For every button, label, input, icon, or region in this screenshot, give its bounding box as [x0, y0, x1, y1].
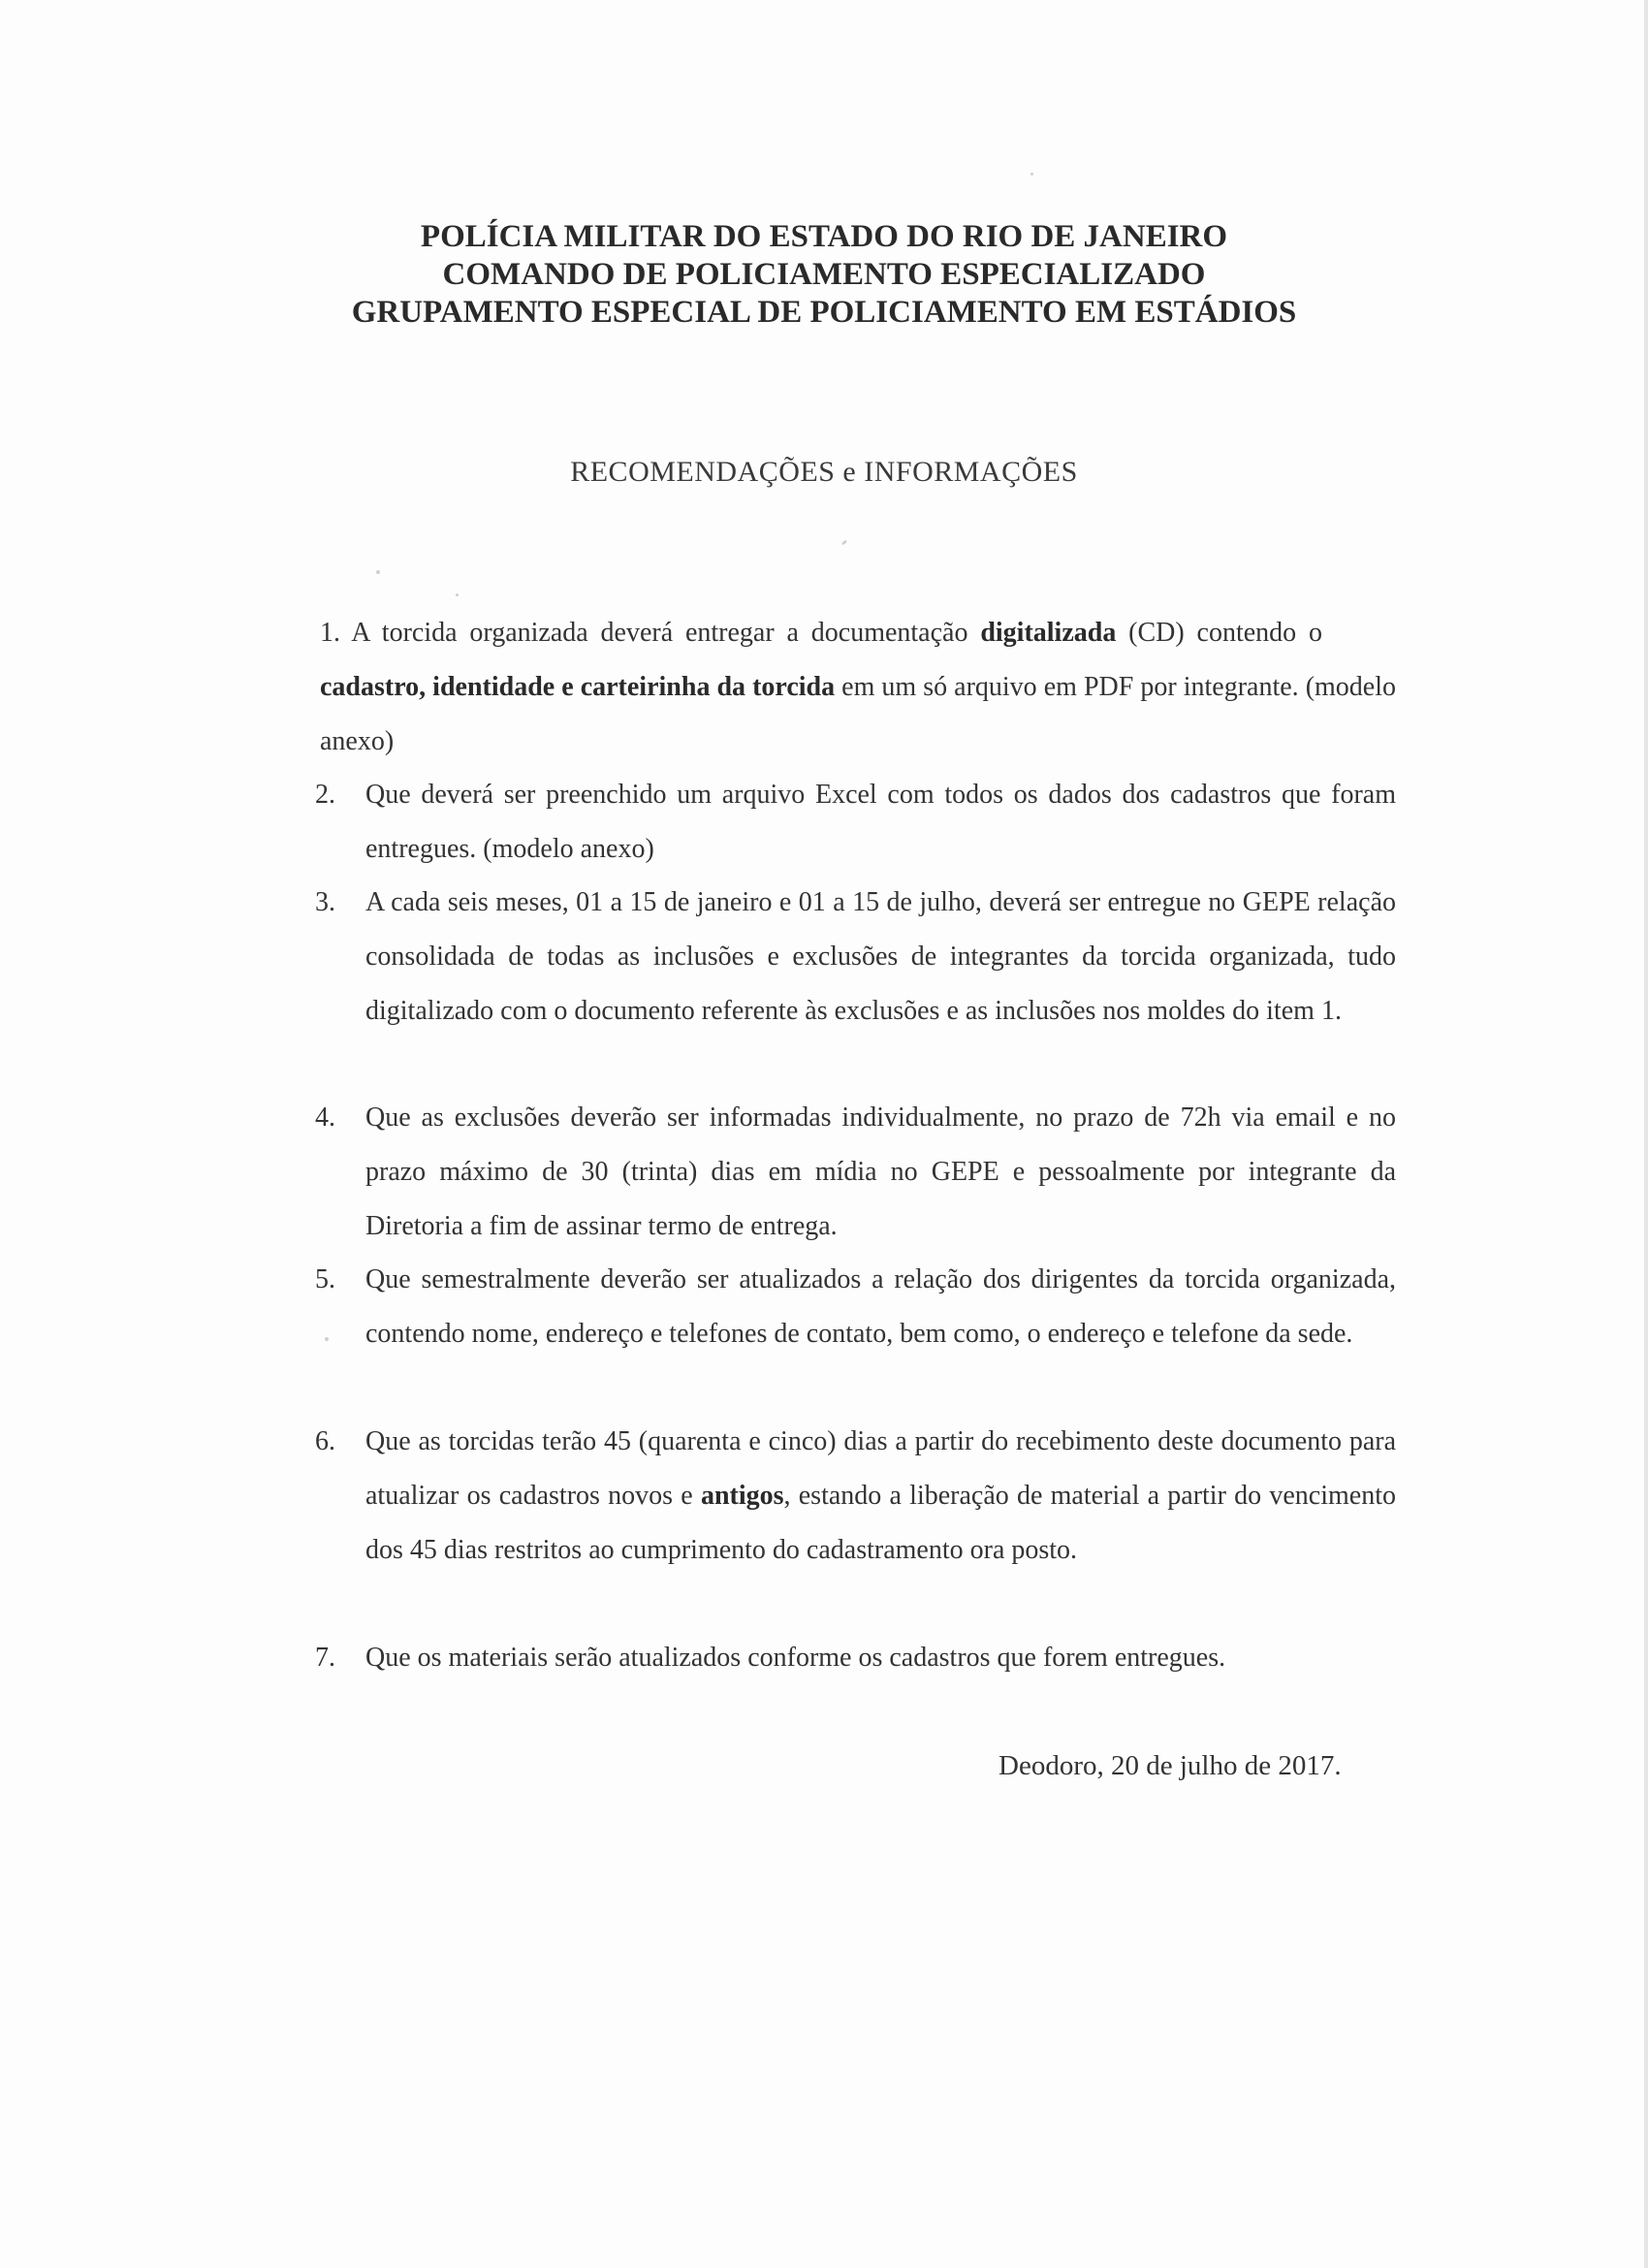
item-number: 5.: [315, 1264, 335, 1294]
item-number: 7.: [315, 1643, 335, 1673]
item-text: (CD) contendo o: [1128, 618, 1323, 648]
item-number: 4.: [315, 1102, 335, 1133]
item-text: [365, 1415, 1396, 1578]
item-bold-text: antigos: [700, 1481, 784, 1511]
item-text: em um só arquivo em PDF por integrante. (modelo anexo): [320, 672, 1396, 756]
list-item-3: [315, 876, 1396, 1038]
document-subtitle: RECOMENDAÇÕES e INFORMAÇÕES: [570, 456, 1078, 488]
item-text: A torcida organizada deverá entregar a documentação: [351, 618, 968, 648]
list-item-5: [315, 1253, 1396, 1361]
item-text: Que semestralmente deverão ser atualizados a relação dos dirigentes da torcida organizada, contendo nome, endereço e telefones de contato, bem como, o endereço e telefone da sede.: [365, 1264, 1396, 1349]
item-bold-text: cadastro, identidade e carteirinha da torcida: [320, 672, 836, 702]
item-text: Que deverá ser preenchido um arquivo Excel com todos os dados dos cadastros que foram entregues. (modelo anexo): [365, 780, 1396, 864]
item-text: Que as exclusões deverão ser informadas individualmente, no prazo de 72h via email e no prazo máximo de 30 (trinta) dias em mídia no GEPE e pessoalmente por integrante da Diretoria a fim de assinar termo de entrega.: [365, 1102, 1396, 1241]
signoff-date: Deodoro, 20 de julho de 2017.: [998, 1750, 1342, 1781]
list-item-4: [315, 1091, 1396, 1254]
item-number: 2.: [315, 780, 335, 810]
item-text: Que os materiais serão atualizados conforme os cadastros que forem entregues.: [365, 1643, 1226, 1673]
list-item-2: [315, 768, 1396, 877]
scan-speck: [456, 593, 459, 596]
scan-speck: [325, 1337, 329, 1341]
header-line-1: POLÍCIA MILITAR DO ESTADO DO RIO DE JANEIRO: [420, 219, 1228, 254]
item-number: 3.: [315, 887, 335, 917]
header-line-3: GRUPAMENTO ESPECIAL DE POLICIAMENTO EM ESTÁDIOS: [351, 295, 1297, 330]
scan-speck: [376, 570, 380, 574]
scan-speck: [1030, 173, 1033, 176]
item-text-part: , estando a liberação de material a partir do vencimento dos 45 dias restritos ao cumprimento do cadastramento ora posto.: [365, 1481, 1396, 1565]
document-header: [0, 218, 1648, 332]
list-item-7: [315, 1631, 1396, 1685]
item-text-part: Que as torcidas terão 45 (quarenta e cinco) dias a partir do recebimento deste documento para atualizar os cadastros novos e: [365, 1426, 1396, 1511]
item-text: A cada seis meses, 01 a 15 de janeiro e 01 a 15 de julho, deverá ser entregue no GEPE relação consolidada de todas as inclusões e exclusões de integrantes da torcida organizada, tudo digitalizado com o documento referente às exclusões e as inclusões nos moldes do item 1.: [365, 887, 1396, 1026]
item-number: 6.: [315, 1426, 335, 1456]
item-bold-text: digitalizada: [980, 618, 1117, 648]
header-line-2: COMANDO DE POLICIAMENTO ESPECIALIZADO: [442, 257, 1206, 292]
scan-speck: [841, 539, 848, 545]
list-item-1: [320, 606, 1396, 769]
list-item-6: [315, 1415, 1396, 1578]
item-number: 1.: [320, 618, 340, 648]
